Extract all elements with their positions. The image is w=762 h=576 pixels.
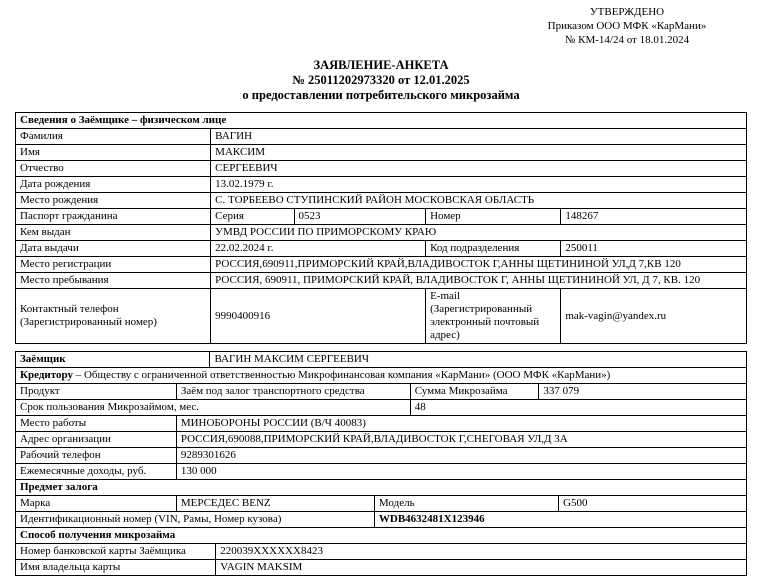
method-section-header: Способ получения микрозайма <box>16 528 747 544</box>
model-value: G500 <box>559 496 747 512</box>
passport-label: Паспорт гражданина <box>16 209 211 225</box>
issue-date-value: 22.02.2024 г. <box>211 241 426 257</box>
pledge-section-header: Предмет залога <box>16 480 747 496</box>
lastname-label: Фамилия <box>16 129 211 145</box>
card-number-value: 220039XXXXXX8423 <box>216 544 747 560</box>
table-row <box>16 257 747 273</box>
workplace-value: МИНОБОРОНЫ РОССИИ (В/Ч 40083) <box>176 416 746 432</box>
work-phone-value: 9289301626 <box>176 448 746 464</box>
sum-label: Сумма Микрозайма <box>410 384 539 400</box>
table-row <box>16 544 747 560</box>
phone-label-line-2: (Зарегистрированный номер) <box>20 316 157 328</box>
table-row <box>16 161 747 177</box>
table-row <box>16 113 747 129</box>
borrower-section-header: Сведения о Заёмщике – физическом лице <box>16 113 747 129</box>
birthdate-label: Дата рождения <box>16 177 211 193</box>
table-row <box>16 289 747 344</box>
table-row <box>16 368 747 384</box>
table-row <box>16 241 747 257</box>
issue-date-label: Дата выдачи <box>16 241 211 257</box>
patronymic-value: СЕРГЕЕВИЧ <box>211 161 747 177</box>
patronymic-label: Отчество <box>16 161 211 177</box>
loan-info-table <box>15 351 747 576</box>
passport-series-label: Серия <box>211 209 294 225</box>
income-label: Ежемесячные доходы, руб. <box>16 464 177 480</box>
vin-label: Идентификационный номер (VIN, Рамы, Номер кузова) <box>16 512 375 528</box>
approval-line-1: УТВЕРЖДЕНО <box>589 6 665 18</box>
table-row <box>16 480 747 496</box>
table-row <box>16 448 747 464</box>
table-row <box>16 560 747 576</box>
table-row <box>16 177 747 193</box>
registration-value: РОССИЯ,690911,ПРИМОРСКИЙ КРАЙ,ВЛАДИВОСТОК Г,АННЫ ЩЕТИНИНОЙ УЛ,Д 7,КВ 120 <box>211 257 747 273</box>
table-row <box>16 432 747 448</box>
product-label: Продукт <box>16 384 177 400</box>
birthplace-value: С. ТОРБЕЕВО СТУПИНСКИЙ РАЙОН МОСКОВСКАЯ ОБЛАСТЬ <box>211 193 747 209</box>
table-row <box>16 512 747 528</box>
workplace-label: Место работы <box>16 416 177 432</box>
creditor-text: – Обществу с ограниченной ответственностью Микрофинансовая компания «КарМани» (ООО МФК «КарМани») <box>72 369 611 381</box>
loan-borrower-label: Заёмщик <box>16 352 210 368</box>
creditor-label: Кредитору <box>20 369 73 381</box>
registration-label: Место регистрации <box>16 257 211 273</box>
passport-number-value: 148267 <box>561 209 747 225</box>
issued-by-value: УМВД РОССИИ ПО ПРИМОРСКОМУ КРАЮ <box>211 225 747 241</box>
table-row <box>16 464 747 480</box>
approval-block <box>507 5 747 47</box>
phone-value: 9990400916 <box>211 289 426 344</box>
income-value: 130 000 <box>176 464 746 480</box>
email-label: E-mail (Зарегистрированный электронный почтовый адрес) <box>426 289 561 344</box>
unit-code-label: Код подразделения <box>426 241 561 257</box>
document-title <box>15 58 747 103</box>
vin-value: WDB4632481X123946 <box>374 512 746 528</box>
passport-number-label: Номер <box>426 209 561 225</box>
loan-borrower-name: ВАГИН МАКСИМ СЕРГЕЕВИЧ <box>210 352 747 368</box>
card-holder-value: VAGIN MAKSIM <box>216 560 747 576</box>
org-address-value: РОССИЯ,690088,ПРИМОРСКИЙ КРАЙ,ВЛАДИВОСТОК Г,СНЕГОВАЯ УЛ,Д 3А <box>176 432 746 448</box>
product-value: Заём под залог транспортного средства <box>176 384 410 400</box>
firstname-value: МАКСИМ <box>211 145 747 161</box>
table-row <box>16 129 747 145</box>
phone-label <box>16 289 211 344</box>
approval-line-3: № КМ-14/24 от 18.01.2024 <box>564 34 690 46</box>
passport-series-value: 0523 <box>294 209 426 225</box>
brand-label: Марка <box>16 496 177 512</box>
table-row <box>16 352 747 368</box>
table-row <box>16 496 747 512</box>
table-row <box>16 384 747 400</box>
table-row <box>16 400 747 416</box>
table-row <box>16 273 747 289</box>
table-row <box>16 193 747 209</box>
term-value: 48 <box>410 400 746 416</box>
issued-by-label: Кем выдан <box>16 225 211 241</box>
term-label: Срок пользования Микрозаймом, мес. <box>16 400 411 416</box>
phone-label-line-1: Контактный телефон <box>20 303 119 315</box>
title-line-3: о предоставлении потребительского микрозайма <box>242 88 520 102</box>
residence-label: Место пребывания <box>16 273 211 289</box>
model-label: Модель <box>374 496 558 512</box>
birthplace-label: Место рождения <box>16 193 211 209</box>
unit-code-value: 250011 <box>561 241 747 257</box>
brand-value: МЕРСЕДЕС BENZ <box>176 496 374 512</box>
org-address-label: Адрес организации <box>16 432 177 448</box>
email-value: mak-vagin@yandex.ru <box>561 289 747 344</box>
approval-line-2: Приказом ООО МФК «КарМани» <box>547 20 707 32</box>
creditor-row <box>16 368 747 384</box>
table-row <box>16 528 747 544</box>
table-row <box>16 416 747 432</box>
table-row <box>16 225 747 241</box>
table-row <box>16 209 747 225</box>
firstname-label: Имя <box>16 145 211 161</box>
birthdate-value: 13.02.1979 г. <box>211 177 747 193</box>
work-phone-label: Рабочий телефон <box>16 448 177 464</box>
sum-value: 337 079 <box>539 384 747 400</box>
table-row <box>16 145 747 161</box>
card-number-label: Номер банковской карты Заёмщика <box>16 544 216 560</box>
title-line-2: № 25011202973320 от 12.01.2025 <box>292 73 470 87</box>
title-line-1: ЗАЯВЛЕНИЕ-АНКЕТА <box>313 58 449 72</box>
residence-value: РОССИЯ, 690911, ПРИМОРСКИЙ КРАЙ, ВЛАДИВОСТОК Г, АННЫ ЩЕТИНИНОЙ УЛ, Д 7, КВ. 120 <box>211 273 747 289</box>
lastname-value: ВАГИН <box>211 129 747 145</box>
borrower-info-table <box>15 112 747 344</box>
card-holder-label: Имя владельца карты <box>16 560 216 576</box>
